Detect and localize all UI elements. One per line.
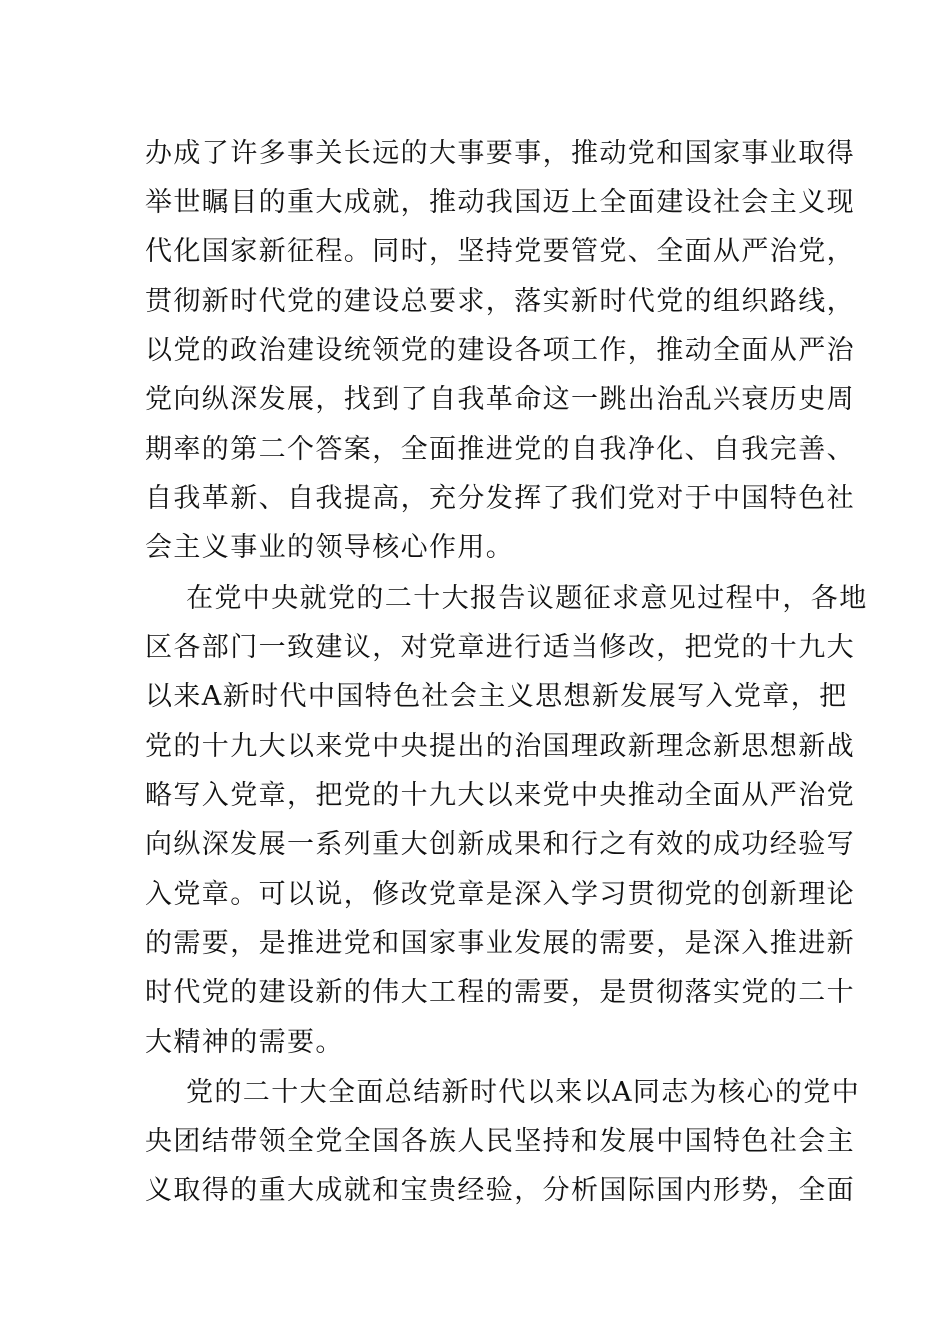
- text-line: 入党章。可以说，修改党章是深入学习贯彻党的创新理论: [145, 879, 855, 910]
- text-line: 区各部门一致建议，对党章进行适当修改，把党的十九大: [145, 632, 855, 663]
- text-line: 略写入党章，把党的十九大以来党中央推动全面从严治党: [145, 780, 855, 811]
- text-line: 向纵深发展一系列重大创新成果和行之有效的成功经验写: [145, 829, 855, 860]
- text-line: 期率的第二个答案，全面推进党的自我净化、自我完善、: [145, 434, 855, 465]
- text-line: 以来A新时代中国特色社会主义思想新发展写入党章，把: [145, 681, 848, 712]
- text-line: 自我革新、自我提高，充分发挥了我们党对于中国特色社: [145, 483, 855, 514]
- text-line: 党的十九大以来党中央提出的治国理政新理念新思想新战: [145, 731, 855, 762]
- paragraph-first-line: 在党中央就党的二十大报告议题征求意见过程中，各地: [186, 583, 868, 614]
- text-line: 大精神的需要。: [145, 1027, 344, 1058]
- text-line: 党向纵深发展，找到了自我革命这一跳出治乱兴衰历史周: [145, 384, 855, 415]
- text-line: 的需要，是推进党和国家事业发展的需要，是深入推进新: [145, 928, 855, 959]
- text-line: 贯彻新时代党的建设总要求，落实新时代党的组织路线，: [145, 286, 855, 317]
- text-line: 央团结带领全党全国各族人民坚持和发展中国特色社会主: [145, 1126, 855, 1157]
- text-line: 时代党的建设新的伟大工程的需要，是贯彻落实党的二十: [145, 977, 855, 1008]
- text-line: 举世瞩目的重大成就，推动我国迈上全面建设社会主义现: [145, 187, 855, 218]
- text-line: 以党的政治建设统领党的建设各项工作，推动全面从严治: [145, 335, 855, 366]
- paragraph-first-line: 党的二十大全面总结新时代以来以A同志为核心的党中: [186, 1077, 861, 1108]
- text-line: 办成了许多事关长远的大事要事，推动党和国家事业取得: [145, 138, 855, 169]
- text-line: 义取得的重大成就和宝贵经验，分析国际国内形势，全面: [145, 1175, 855, 1206]
- text-line: 会主义事业的领导核心作用。: [145, 532, 515, 563]
- text-line: 代化国家新征程。同时，坚持党要管党、全面从严治党，: [145, 236, 855, 267]
